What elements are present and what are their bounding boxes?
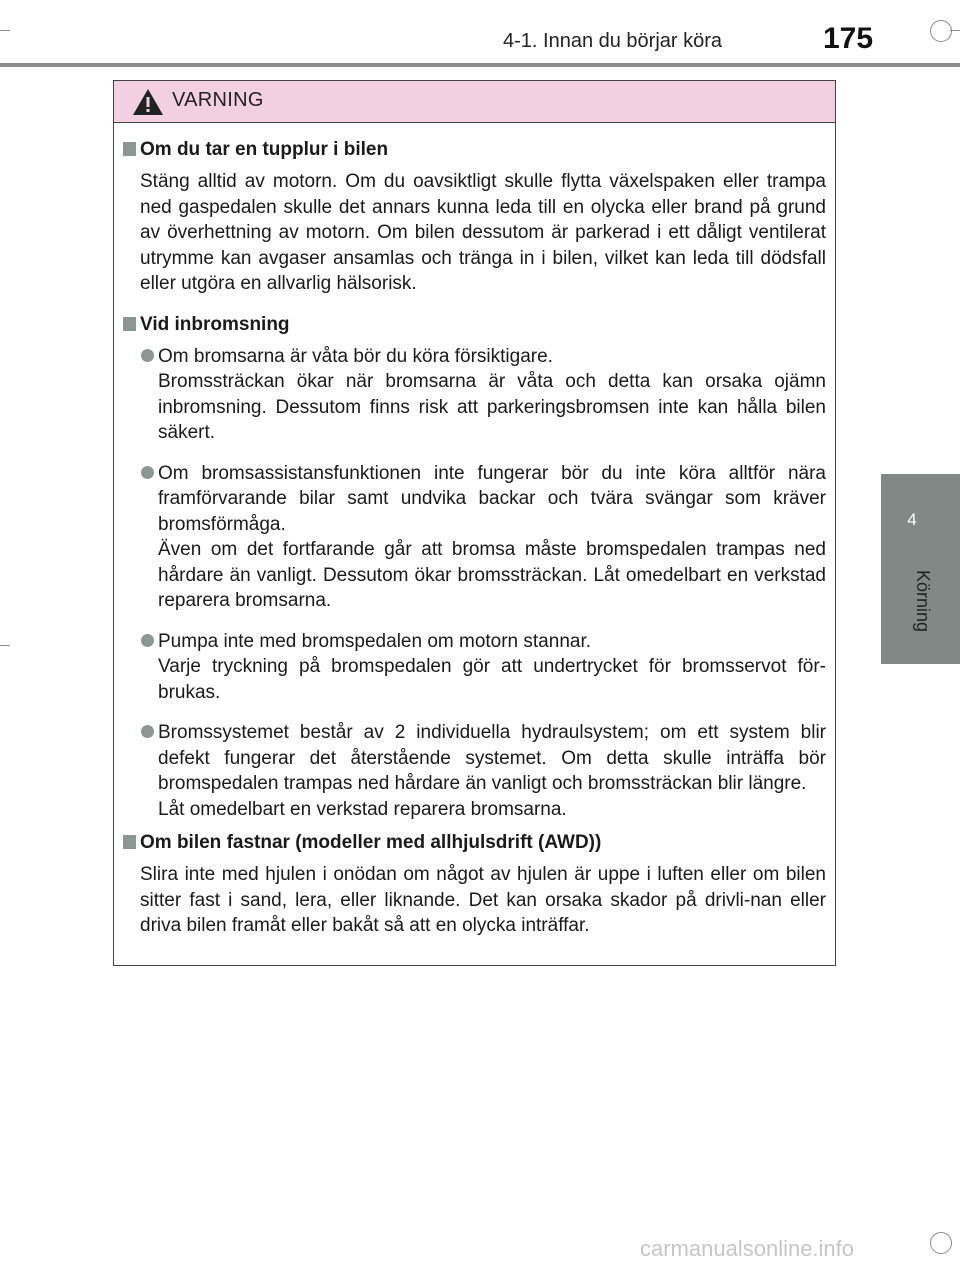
warning-triangle-icon [131,87,165,117]
square-bullet-icon [123,317,136,331]
section-heading-nap: Om du tar en tupplur i bilen [114,137,837,162]
page-number: 175 [823,22,874,55]
list-item: Pumpa inte med bromspedalen om motorn stannar. Varje tryckning på bromspedalen gör att undertrycket för bromsservot för-brukas. [158,629,826,706]
warning-title: VARNING [172,89,264,111]
section-text-stuck: Slira inte med hjulen i onödan om något av hjulen är uppe i luften eller om bilen sitter fast i sand, lera, eller liknande. Det kan orsaka skador på drivli-nan eller driva bilen framåt eller bakåt så att en olycka inträffar. [140,864,826,936]
crop-mark-mid-left [0,645,10,646]
registration-mark-bottom-right [930,1232,952,1254]
chapter-label: Körning [913,570,933,633]
header-rule [0,63,960,67]
list-item: Om bromsarna är våta bör du köra försiktigare. Bromssträckan ökar när bromsarna är våta och detta kan orsaka ojämn inbromsning. Dessutom finns risk att parkeringsbromsen inte kan hålla bilen säkert. [158,344,826,446]
registration-mark-top-right [930,20,952,42]
crop-mark-top-left [0,30,10,31]
warning-header [114,81,835,123]
chapter-tab [881,474,960,664]
square-bullet-icon [123,142,136,156]
list-item: Bromssystemet består av 2 individuella hydraulsystem; om ett system blir defekt fungerar det återstående systemet. Om detta skulle inträffa bör bromspedalen trampas ned hårdare än vanligt och bromssträckan blir längre. Låt omedelbart en verkstad reparera bromsarna. [158,720,826,822]
section-heading-braking: Vid inbromsning [114,312,837,337]
chapter-number: 4 [907,510,917,529]
round-bullet-icon [141,725,154,738]
section-heading-stuck: Om bilen fastnar (modeller med allhjulsdrift (AWD)) [114,830,837,855]
round-bullet-icon [141,466,154,479]
section-title: 4-1. Innan du börjar köra [503,30,723,52]
watermark: carmanualsonline.info [640,1236,855,1261]
section-text-nap: Stäng alltid av motorn. Om du oavsiktligt skulle flytta växelspaken eller trampa ned gaspedalen skulle det annars kunna leda till en olycka eller brand på grund av överhettning av motorn. Om bilen dessutom är parkerad i ett dåligt ventilerat utrymme kan avgaser ansamlas och tränga in i bilen, vilket kan leda till dödsfall eller utgöra en allvarlig hälsorisk. [140,171,826,294]
warning-content [114,137,837,954]
round-bullet-icon [141,349,154,362]
round-bullet-icon [141,634,154,647]
square-bullet-icon [123,835,136,849]
list-item: Om bromsassistansfunktionen inte fungerar bör du inte köra alltför nära framförvarande bilar samt undvika backar och tvära svängar som kräver bromsförmåga. Även om det fortfarande går att bromsa måste bromspedalen trampas ned hårdare än vanligt. Dessutom ökar bromssträckan. Låt omedelbart en verkstad reparera bromsarna. [158,461,826,614]
warning-box [113,80,836,966]
